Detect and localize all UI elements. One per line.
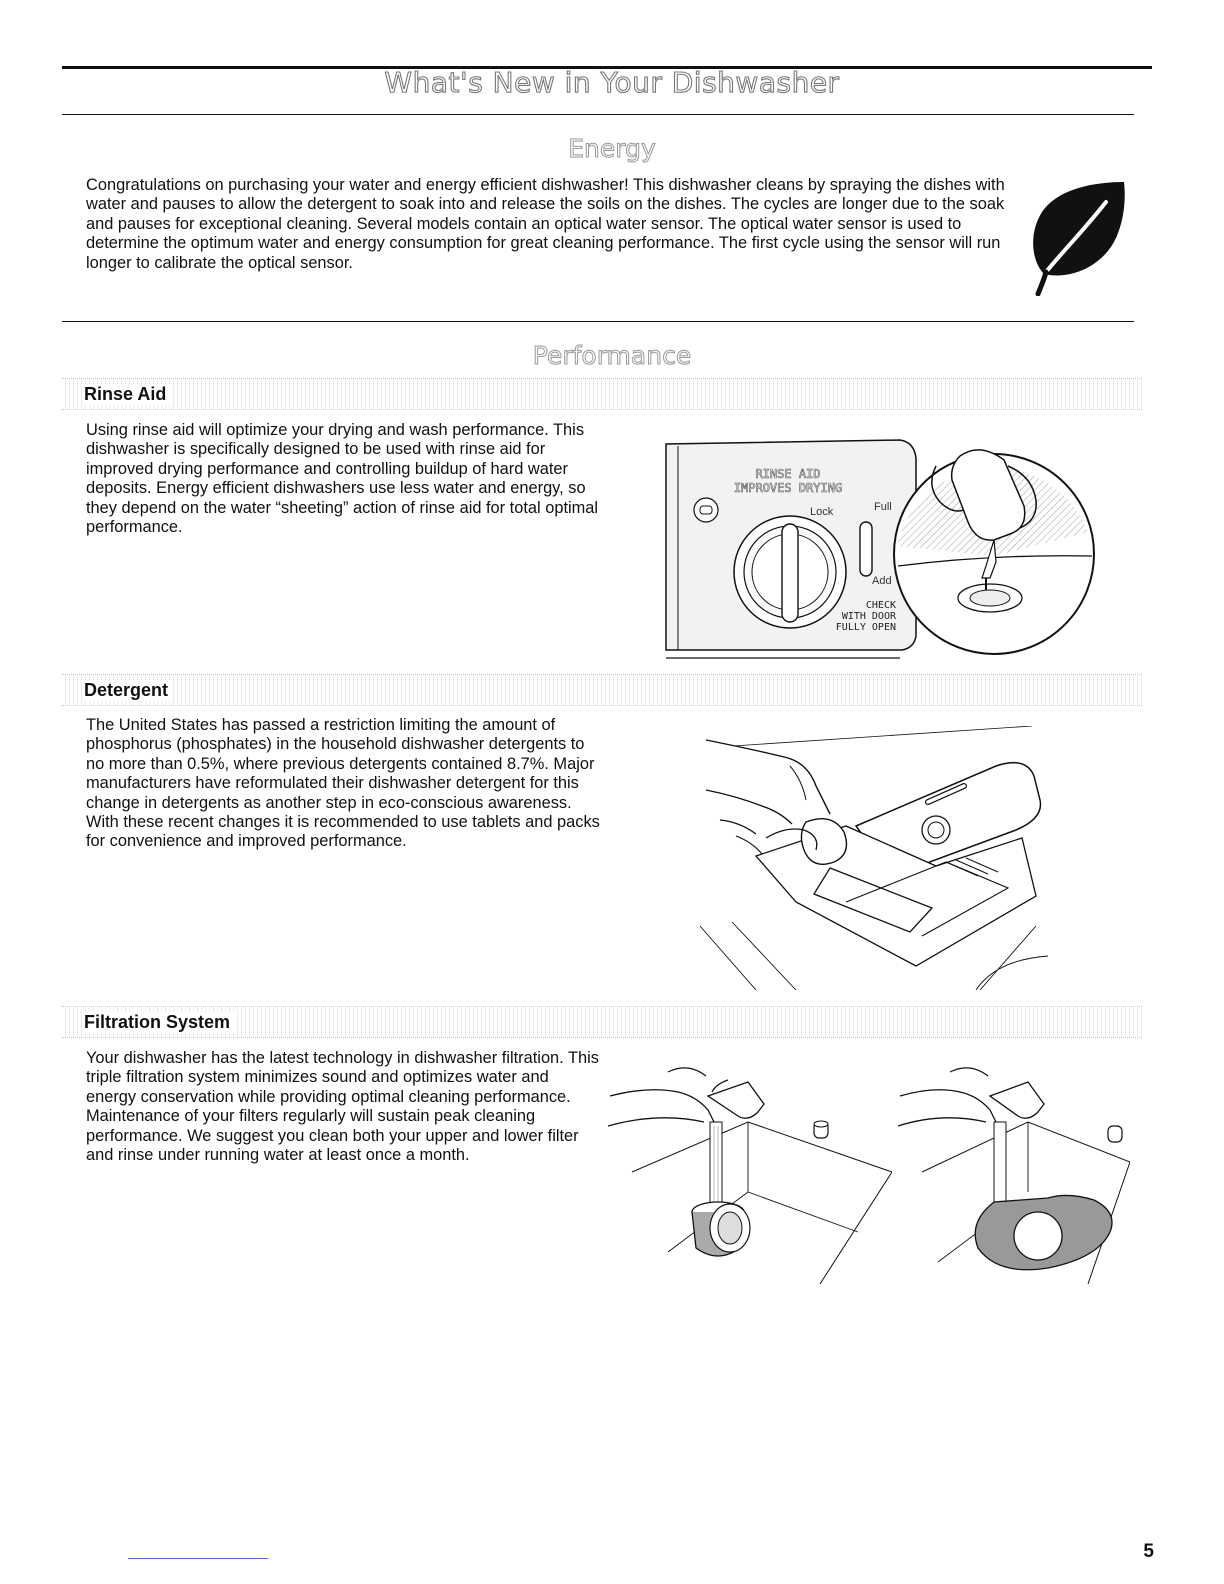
detergent-title: Detergent	[82, 680, 172, 701]
page-number: 5	[1143, 1541, 1154, 1562]
detergent-body: The United States has passed a restriction limiting the amount of phosphorus (phosphates) in the household dishwasher detergents to no more than 0.5%, where previous detergents contained 8.7%. Major manufacturers have reformulated their dishwasher detergent for this change in detergents as another step in eco-conscious awareness. With these recent changes it is recommended to use tablets and packs for convenience and improved performance.	[86, 716, 600, 851]
lock-label: Lock	[810, 506, 834, 518]
filtration-body: Your dishwasher has the latest technology in dishwasher filtration. This triple filtration system minimizes sound and optimizes water and energy conservation while providing optimal cleaning performance. Maintenance of your filters regularly will sustain peak cleaning performance. We suggest you clean both your upper and lower filter and rinse under running water at least once a month.	[86, 1049, 599, 1165]
leaf-icon	[1024, 180, 1128, 296]
filtration-title: Filtration System	[82, 1012, 234, 1033]
energy-heading: Energy	[568, 134, 656, 163]
check-label: CHECK	[865, 600, 896, 611]
rinse-aid-subheading	[62, 378, 1142, 410]
performance-heading: Performance	[532, 341, 692, 370]
rinse-aid-title: Rinse Aid	[82, 384, 170, 405]
filtration-subheading	[62, 1006, 1142, 1038]
title-underline	[62, 114, 1134, 115]
rinse-aid-body: Using rinse aid will optimize your drying and wash performance. This dishwasher is specifically designed to be used with rinse aid for improved drying performance and controlling buildup of hard water deposits. Energy efficient dishwashers use less water and energy, so they depend on the water “sheeting” action of rinse aid for total optimal performance.	[86, 421, 599, 537]
filter-rinse-illustration-upper	[608, 1052, 892, 1284]
footer-link-underline	[128, 1558, 268, 1559]
energy-divider	[62, 321, 1134, 322]
panel-text-improves-drying: IMPROVES DRYING	[733, 481, 843, 495]
fully-open-label: FULLY OPEN	[835, 622, 896, 633]
detergent-illustration	[696, 726, 1048, 990]
energy-body: Congratulations on purchasing your water and energy efficient dishwasher! This dishwasher cleans by spraying the dishes with water and pauses to allow the detergent to soak into and release the soils on the dishes. The cycles are longer due to the soak and pauses for exceptional cleaning. Several models contain an optical water sensor. The optical water sensor is used to determine the optimum water and energy consumption for great cleaning performance. The first cycle using the sensor will run longer to calibrate the optical sensor.	[86, 176, 1005, 272]
add-label: Add	[872, 575, 892, 587]
panel-text-rinse-aid: RINSE AID	[755, 467, 821, 481]
detergent-subheading	[62, 674, 1142, 706]
filter-rinse-illustration-lower	[898, 1052, 1130, 1284]
full-label: Full	[874, 501, 892, 513]
rinse-aid-illustration	[664, 436, 1144, 664]
page-title: What's New in Your Dishwasher	[384, 66, 840, 99]
with-door-label: WITH DOOR	[841, 611, 896, 622]
